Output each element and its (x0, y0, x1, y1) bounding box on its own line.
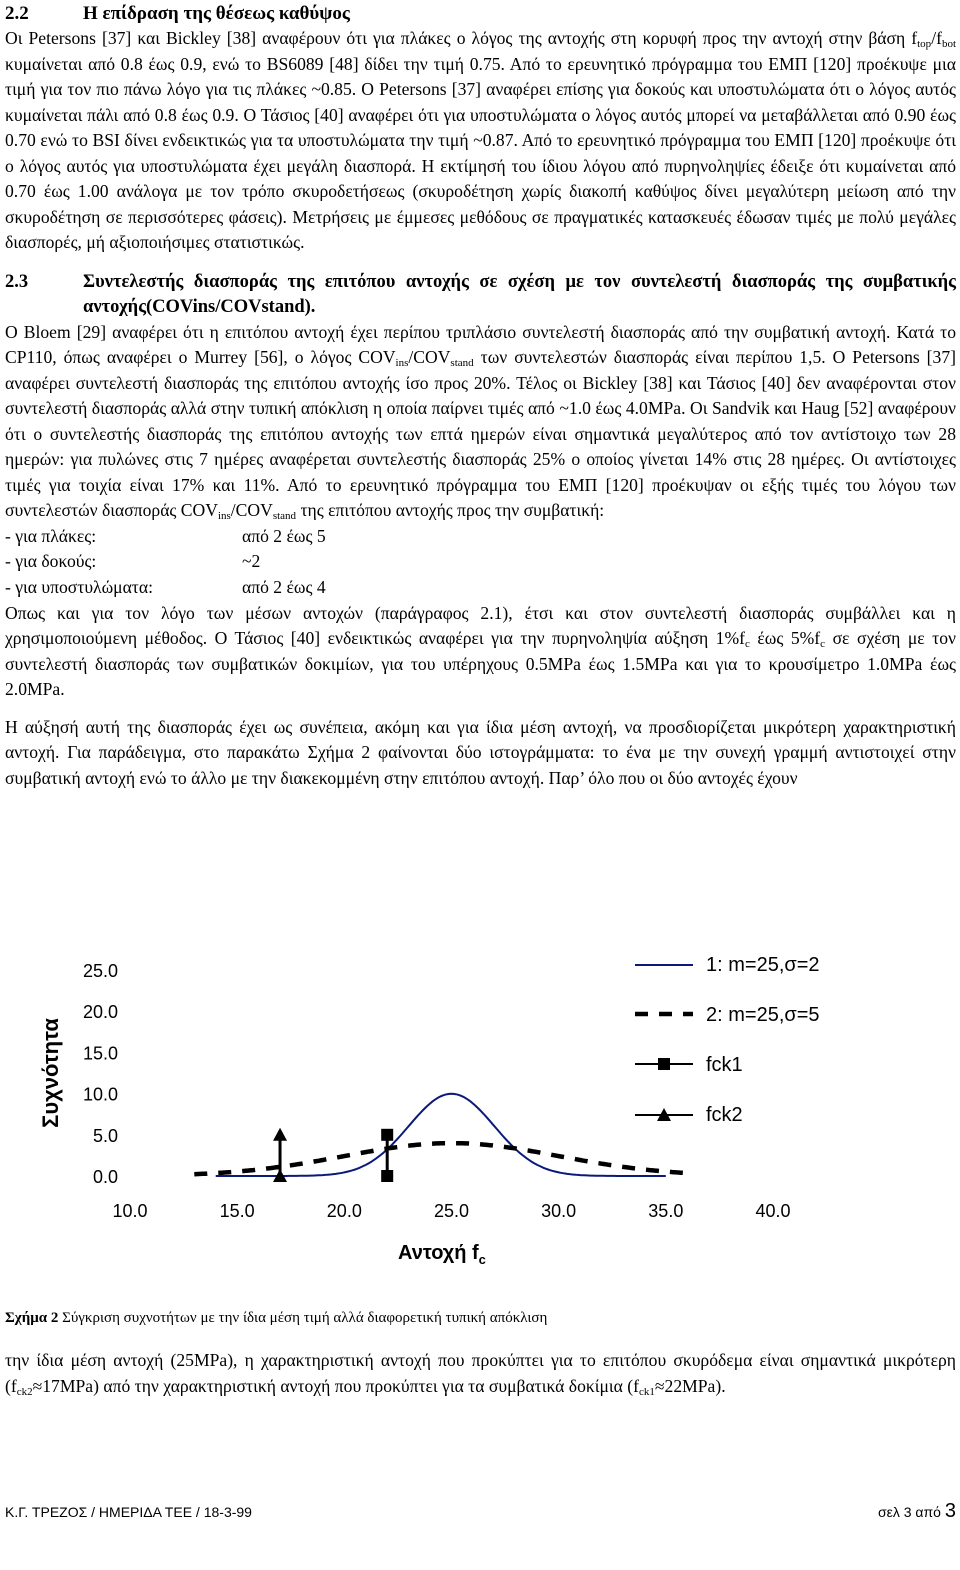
list-item: - για υποστυλώματα: από 2 έως 4 (5, 577, 326, 598)
list-item: - για δοκούς: ~2 (5, 551, 261, 572)
legend-marker-3 (658, 1058, 670, 1070)
section-number: 2.2 (5, 3, 29, 24)
footer-page: σελ 3 από 3 (877, 1500, 956, 1522)
subsection-heading (5, 270, 956, 320)
x-tick-label: 30.0 (541, 1201, 577, 1221)
x-tick-label: 35.0 (648, 1201, 684, 1221)
paragraph-method: Οπως και για τον λόγο των μέσων αντοχών (παράγραφος 2.1), έτσι και στον συντελεστή διασποράς συμβάλλει και η χρησιμοποιούμενη μέθοδος. Ο Τάσιος [40] ενδεικτικώς αναφέρει για την πυρηνοληψία αύξηση $1\%f_c$ έως $5\%f_c$ σε σχέση με τον συντελεστή διασποράς των συμβατικών δοκιμίων, για του υπέρηχους 0.5MPa έως 1.5MPa και για το κρουσίμετρο 1.0MPa έως 2.0MPa. (5, 602, 956, 700)
legend-label-2: 2: m=25,σ=5 (706, 1004, 820, 1026)
y-tick-label: 15.0 (82, 1043, 118, 1064)
paragraph-characteristic: την ίδια μέση αντοχή (25MPa), η χαρακτηριστική αντοχή που προκύπτει για το επιτόπου σκυρόδεμα είναι σημαντικά μικρότερη $(f_{ck2}\approx 17MPa)$ από την χαρακτηριστική αντοχή που προκύπτει για τα συμβατικά δοκίμια $(f_{ck1}\approx 22MPa)$. (5, 1350, 956, 1398)
section-title: Η επίδραση της θέσεως καθύψος (83, 3, 350, 24)
legend-label-4: fck2 (706, 1104, 743, 1126)
fck1-square-marker (381, 1129, 393, 1141)
y-tick-label: 0.0 (92, 1167, 118, 1187)
caption-label: Σχήμα 2 (5, 1310, 59, 1326)
x-tick-label: 25.0 (433, 1201, 470, 1221)
y-tick-label: 5.0 (92, 1125, 118, 1146)
list-item: - για πλάκες: από 2 έως 5 (5, 525, 326, 546)
fck1-square-marker (381, 1170, 393, 1182)
y-tick-label: 25.0 (82, 961, 118, 981)
paragraph-position-effect: Οι Petersons [37] και Bickley [38] αναφέρουν ότι για πλάκες ο λόγος της αντοχής στη κορυφή προς την αντοχή στην βάση $f_{top}/f_{bot}$ κυμαίνεται από 0.8 έως 0.9, ενώ το BS6089 [48] δίδει την τιμή 0.75. Από το ερευνητικό πρόγραμμα του ΕΜΠ [120] προέκυψε μια τιμή για τον πιο πάνω λόγο για τις πλάκες ~0.85. Ο Petersons [37] αναφέρει επίσης για δοκούς και υποστυλώματα ότι ο λόγος αυτός κυμαίνεται πάλι από 0.8 έως 0.9. Ο Τάσιος [40] αναφέρει ότι για υποστυλώματα ο λόγος αυτός μπορεί να μεταβάλλεται από 0.90 έως 0.70 ενώ το BSI δίνει ενδεικτικώς για τα υποστυλώματα την τιμή ~0.87. Από το ερευνητικό πρόγραμμα του ΕΜΠ [120] προέκυψε ότι ο λόγος αυτός για υποστυλώματα έχει μεγάλη διασπορά. Η εκτίμησή του ίδιου λόγου από πυρηνοληψίες έδειξε ότι κυμαίνεται από 0.70 έως 1.00 ανάλογα με τον τρόπο σκυροδετήσεως (σκυροδέτηση χωρίς διακοπή καθύψος δίνει μεγαλύτερη μείωση από την σκυροδέτηση σε περισσότερες φάσεις). Μετρήσεις με έμμεσες μεθόδους σε πραγματικές κατασκευές έδωσαν τιμές με πολύ μεγάλες διασπορές, μή αξιοποιήσιμες στατιστικώς. (5, 28, 956, 252)
frequency-chart (0, 930, 960, 1310)
figure-2 (0, 930, 960, 1570)
x-tick-label: 10.0 (112, 1201, 148, 1221)
caption-text: Σύγκριση συχνοτήτων με την ίδια μέση τιμή αλλά διαφορετική τυπική απόκλιση (58, 1310, 548, 1326)
x-tick-label: 15.0 (219, 1201, 255, 1221)
paragraph-cov: Ο Bloem [29] αναφέρει ότι η επιτόπου αντοχή έχει περίπου τριπλάσιο συντελεστή διασποράς από την συμβατική αντοχή. Κατά το CP110, όπως αναφέρει ο Murrey [56], ο λόγος $COV_{ins}/COV_{stand}$ των συντελεστών διασποράς είναι περίπου 1,5. Ο Petersons [37] αναφέρει συντελεστή διασποράς της επιτόπου αντοχής ίσο προς 20%. Τέλος οι Bickley [38] και Τάσιος [40] δεν αναφέρονται στον συντελεστή διασποράς αλλά στην τυπική απόκλιση η οποία παίρνει τιμές από ~1.0 έως 4.0MPa. Οι Sandvik και Haug [52] αναφέρουν ότι ο συντελεστής διασποράς της επιτόπου αντοχής των επτά ημερών είναι σημαντικά μεγαλύτερος από τον αντίστοιχο των 28 ημερών: για πυλώνες στις 7 ημέρες αναφέρεται συντελεστής διασποράς 25% ο οποίος γίνεται 14% στις 28 ημέρες. Οι αντίστοιχες τιμές για τοιχία είναι 17% και 11%. Από το ερευνητικό πρόγραμμα του ΕΜΠ [120] προέκυψαν οι εξής τιμές του λόγου των συντελεστών διασποράς $COV_{ins}/COV_{stand}$ της επιτόπου αντοχής προς την συμβατική: (5, 321, 956, 522)
fck2-triangle-marker (273, 1128, 287, 1141)
x-tick-label: 20.0 (326, 1201, 362, 1221)
footer-left: Κ.Γ. ΤΡΕΖΟΣ / ΗΜΕΡΙΔΑ ΤΕΕ / 18-3-99 (5, 1504, 252, 1520)
figure-caption (5, 1310, 547, 1327)
y-tick-label: 10.0 (82, 1084, 118, 1105)
x-tick-label: 40.0 (755, 1201, 791, 1221)
legend-label-1: 1: m=25,σ=2 (706, 954, 820, 976)
section-heading (5, 0, 956, 26)
paragraph-histograms: Η αύξησή αυτή της διασποράς έχει ως συνέπεια, ακόμη και για ίδια μέση αντοχή, να προσδιορίζεται μικρότερη χαρακτηριστική αντοχή. Για παράδειγμα, στο παρακάτω Σχήμα 2 φαίνονται δύο ιστογράμματα: το ένα με την συνεχή γραμμή αντιστοιχεί στην συμβατική αντοχή ενώ το άλλο με την διακεκομμένη στην επιτόπου αντοχή. Παρ’ όλο που οι δύο αντοχές έχουν (5, 716, 956, 788)
legend-label-3: fck1 (706, 1054, 743, 1076)
x-axis-label: Αντοχή $f_c$ (398, 1242, 486, 1267)
ratio-list (5, 524, 956, 601)
y-tick-label: 20.0 (82, 1002, 118, 1023)
series-line-dashed (194, 1143, 687, 1174)
subsection-title: Συντελεστής διασποράς της επιτόπου αντοχής σε σχέση με τον συντελεστή διασποράς της συμβατικής αντοχής(COVins/COVstand). (83, 271, 956, 317)
subsection-number: 2.3 (5, 271, 29, 292)
y-axis-label: Συχνότητα (38, 1018, 63, 1128)
